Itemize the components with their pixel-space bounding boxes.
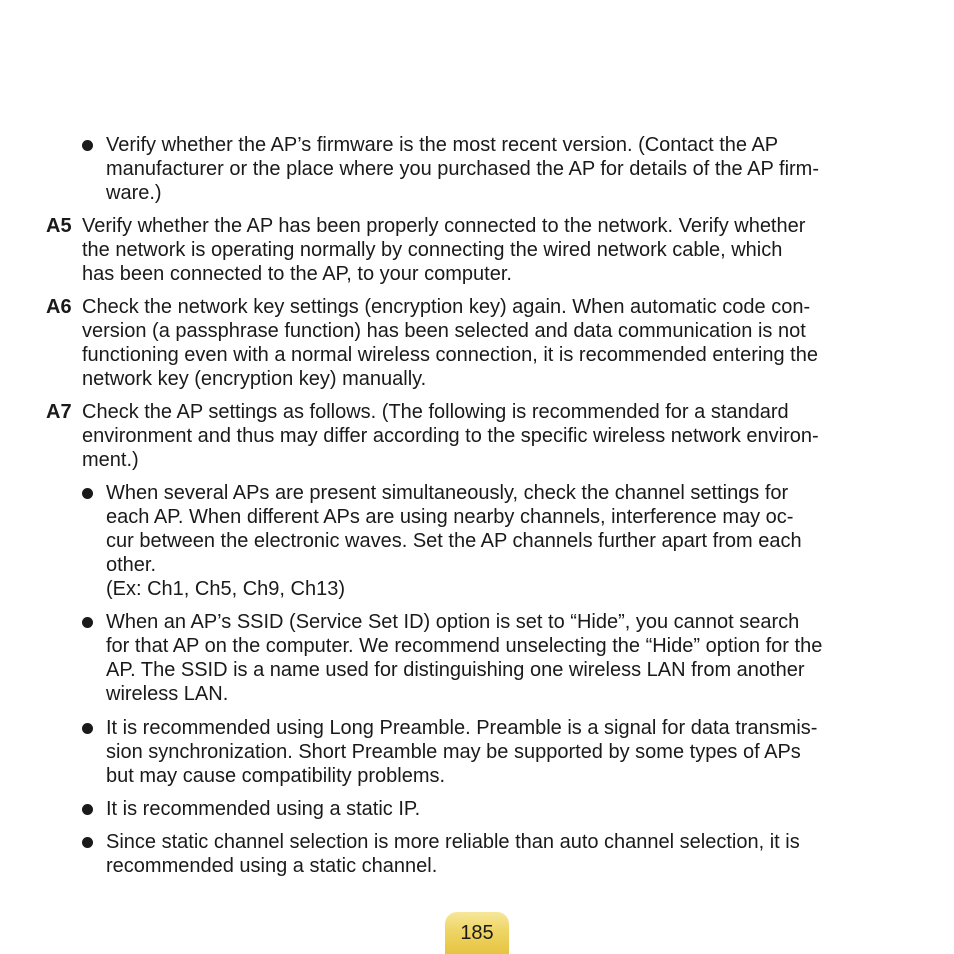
bullet-text: When an AP’s SSID (Service Set ID) option is set to “Hide”, you cannot search for that AP on the computer. We recommend unselecting the “Hide” option for the AP. The SSID is a name used for distinguishing one wireless LAN from another wireless LAN.: [106, 611, 823, 705]
answer-label: A7: [46, 401, 72, 423]
bullet-text: Verify whether the AP’s firmware is the most recent version. (Contact the AP manufacturer or the place where you purchased the AP for details of the AP firm- ware.): [106, 134, 819, 204]
bullet-text: Since static channel selection is more reliable than auto channel selection, it is recommended using a static channel.: [106, 831, 800, 877]
page-number: 185: [460, 922, 494, 944]
bullet-text: It is recommended using Long Preamble. Preamble is a signal for data transmis- sion synchronization. Short Preamble may be supported by some types of APs but may cause compatibility problems.: [106, 717, 818, 787]
bullet-icon: [82, 804, 93, 815]
answer-label: A6: [46, 296, 72, 318]
bullet-icon: [82, 617, 93, 628]
answer-label: A5: [46, 215, 72, 237]
answer-text: Verify whether the AP has been properly connected to the network. Verify whether the network is operating normally by connecting the wired network cable, which has been connected to the AP, to your computer.: [82, 215, 806, 285]
bullet-text: When several APs are present simultaneously, check the channel settings for each AP. When different APs are using nearby channels, interference may oc- cur between the electronic waves. Set the AP channels further apart from each other. (Ex: Ch1, Ch5, Ch9, Ch13): [106, 482, 802, 600]
bullet-icon: [82, 488, 93, 499]
bullet-icon: [82, 837, 93, 848]
bullet-text: It is recommended using a static IP.: [106, 798, 421, 820]
bullet-icon: [82, 723, 93, 734]
answer-text: Check the network key settings (encryption key) again. When automatic code con- version (a passphrase function) has been selected and data communication is not functioning even with a normal wireless connection, it is recommended entering the network key (encryption key) manually.: [82, 296, 818, 390]
bullet-icon: [82, 140, 93, 151]
page-number-tab: [445, 912, 509, 954]
answer-text: Check the AP settings as follows. (The following is recommended for a standard environment and thus may differ according to the specific wireless network environ- ment.): [82, 401, 819, 471]
